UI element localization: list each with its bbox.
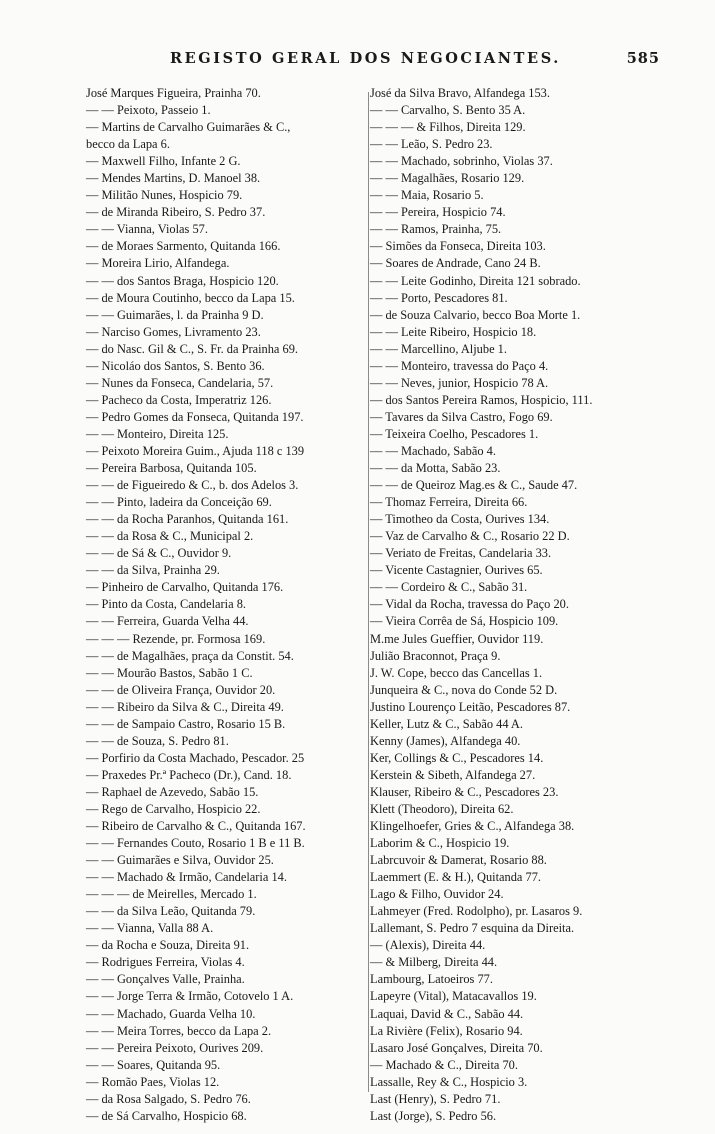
- directory-entry: — — Leão, S. Pedro 23.: [370, 137, 493, 152]
- directory-entry: — Vidal da Rocha, travessa do Paço 20.: [370, 597, 569, 612]
- directory-entry: — — Machado & Irmão, Candelaria 14.: [86, 870, 287, 885]
- directory-entry: — Rego de Carvalho, Hospicio 22.: [86, 801, 261, 816]
- column-divider: [368, 92, 369, 1092]
- page-header: [60, 50, 660, 72]
- directory-entry: — Vaz de Carvalho & C., Rosario 22 D.: [370, 529, 570, 544]
- directory-entry: — Peixoto Moreira Guim., Ajuda 118 c 139: [86, 443, 305, 458]
- directory-entry: — Veriato de Freitas, Candelaria 33.: [370, 546, 552, 561]
- directory-entry: Julião Braconnot, Praça 9.: [370, 648, 501, 663]
- directory-entry: — Romão Paes, Violas 12.: [86, 1074, 220, 1089]
- directory-entry: — — Neves, junior, Hospicio 78 A.: [370, 375, 549, 390]
- directory-entry: Klingelhoefer, Gries & C., Alfandega 38.: [370, 819, 575, 834]
- directory-entry: — — de Magalhães, praça da Constit. 54.: [86, 648, 294, 663]
- directory-entry: — Militão Nunes, Hospicio 79.: [86, 188, 243, 203]
- directory-entry: Laquai, David & C., Sabão 44.: [370, 1006, 524, 1021]
- directory-entry: — — Machado, Sabão 4.: [370, 443, 496, 458]
- directory-entry: — do Nasc. Gil & C., S. Fr. da Prainha 69.: [86, 341, 299, 356]
- directory-entry: — — Vianna, Violas 57.: [86, 222, 208, 237]
- directory-entry: — Vicente Castagnier, Ourives 65.: [370, 563, 543, 578]
- directory-entry: — — Pinto, ladeira da Conceição 69.: [86, 495, 272, 510]
- directory-entry: — Thomaz Ferreira, Direita 66.: [370, 495, 528, 510]
- directory-entry: Lapeyre (Vital), Matacavallos 19.: [370, 989, 537, 1004]
- right-column: [370, 85, 670, 1125]
- directory-entry: — de Sá Carvalho, Hospicio 68.: [86, 1108, 247, 1123]
- directory-entry: — Pinto da Costa, Candelaria 8.: [86, 597, 247, 612]
- directory-entry: — de Moura Coutinho, becco da Lapa 15.: [86, 290, 295, 305]
- directory-entry: José da Silva Bravo, Alfandega 153.: [370, 86, 550, 100]
- directory-entry: — — — de Meirelles, Mercado 1.: [86, 887, 257, 902]
- directory-entry: — — Ferreira, Guarda Velha 44.: [86, 614, 249, 629]
- directory-entry: — — Leite Godinho, Direita 121 sobrado.: [370, 273, 581, 288]
- directory-entry: — Mendes Martins, D. Manoel 38.: [86, 171, 261, 186]
- directory-entry: — — Pereira Peixoto, Ourives 209.: [86, 1040, 264, 1055]
- directory-entry: — de Moraes Sarmento, Quitanda 166.: [86, 239, 281, 254]
- directory-entry: Lago & Filho, Ouvidor 24.: [370, 887, 504, 902]
- directory-entry: — — Magalhães, Rosario 129.: [370, 171, 525, 186]
- directory-entry: — Machado & C., Direita 70.: [370, 1057, 518, 1072]
- directory-entry: Ker, Collings & C., Pescadores 14.: [370, 750, 544, 765]
- directory-entry: Lambourg, Latoeiros 77.: [370, 972, 493, 987]
- directory-entry: — — de Souza, S. Pedro 81.: [86, 733, 229, 748]
- directory-entry: La Rivière (Felix), Rosario 94.: [370, 1023, 523, 1038]
- directory-entry: — de Souza Calvario, becco Boa Morte 1.: [370, 307, 581, 322]
- directory-entry: Last (Henry), S. Pedro 71.: [370, 1091, 501, 1106]
- directory-entry: Lallemant, S. Pedro 7 esquina da Direita.: [370, 921, 575, 936]
- directory-entry: — (Alexis), Direita 44.: [370, 938, 486, 953]
- directory-entry: — — Monteiro, travessa do Paço 4.: [370, 358, 549, 373]
- running-title: REGISTO GERAL DOS NEGOCIANTES.: [170, 50, 561, 67]
- directory-entry: — da Rosa Salgado, S. Pedro 76.: [86, 1091, 251, 1106]
- directory-entry: — — Guimarães e Silva, Ouvidor 25.: [86, 853, 274, 868]
- directory-entry: — — Gonçalves Valle, Prainha.: [86, 972, 245, 987]
- directory-entry: — — Pereira, Hospicio 74.: [370, 205, 506, 220]
- directory-entry: — dos Santos Pereira Ramos, Hospicio, 111.: [370, 392, 593, 407]
- directory-entry: — — de Sampaio Castro, Rosario 15 B.: [86, 716, 286, 731]
- directory-entry: — — Soares, Quitanda 95.: [86, 1057, 221, 1072]
- directory-entry: — Porfirio da Costa Machado, Pescador. 25: [86, 750, 305, 765]
- directory-entry: — Timotheo da Costa, Ourives 134.: [370, 512, 550, 527]
- directory-entry: — — — Rezende, pr. Formosa 169.: [86, 631, 266, 646]
- directory-entry: — — da Rocha Paranhos, Quitanda 161.: [86, 512, 289, 527]
- directory-entry: — Vieira Corrêa de Sá, Hospicio 109.: [370, 614, 559, 629]
- directory-entry: — Tavares da Silva Castro, Fogo 69.: [370, 409, 553, 424]
- directory-entry: Last (Jorge), S. Pedro 56.: [370, 1108, 497, 1123]
- directory-entry: — & Milberg, Direita 44.: [370, 955, 498, 970]
- directory-entry: — Teixeira Coelho, Pescadores 1.: [370, 426, 539, 441]
- directory-entry: J. W. Cope, becco das Cancellas 1.: [370, 665, 543, 680]
- directory-entry: — Pinheiro de Carvalho, Quitanda 176.: [86, 580, 284, 595]
- directory-entry: Klett (Theodoro), Direita 62.: [370, 801, 514, 816]
- directory-entry: — — da Rosa & C., Municipal 2.: [86, 529, 254, 544]
- directory-entry: — — Vianna, Valla 88 A.: [86, 921, 214, 936]
- directory-entry: — — Ribeiro da Silva & C., Direita 49.: [86, 699, 284, 714]
- directory-entry: — — Mourão Bastos, Sabão 1 C.: [86, 665, 253, 680]
- page-number: 585: [626, 50, 660, 67]
- directory-entry: Lahmeyer (Fred. Rodolpho), pr. Lasaros 9.: [370, 904, 583, 919]
- directory-entry: Justino Lourenço Leitão, Pescadores 87.: [370, 699, 571, 714]
- directory-entry: M.me Jules Gueffier, Ouvidor 119.: [370, 631, 544, 646]
- directory-entry: — Soares de Andrade, Cano 24 B.: [370, 256, 541, 271]
- directory-entry: Kenny (James), Alfandega 40.: [370, 733, 521, 748]
- directory-entry: — Pacheco da Costa, Imperatriz 126.: [86, 392, 272, 407]
- directory-entry: becco da Lapa 6.: [86, 137, 170, 152]
- directory-entry: Laemmert (E. & H.), Quitanda 77.: [370, 870, 542, 885]
- directory-entry: Klauser, Ribeiro & C., Pescadores 23.: [370, 784, 559, 799]
- directory-entry: — — Ramos, Prainha, 75.: [370, 222, 502, 237]
- directory-entry: — Ribeiro de Carvalho & C., Quitanda 167.: [86, 819, 306, 834]
- directory-entry: — — Guimarães, l. da Prainha 9 D.: [86, 307, 264, 322]
- directory-entry: Kerstein & Sibeth, Alfandega 27.: [370, 767, 536, 782]
- directory-entry: Labrcuvoir & Damerat, Rosario 88.: [370, 853, 547, 868]
- directory-entry: — da Rocha e Souza, Direita 91.: [86, 938, 250, 953]
- directory-entry: — Pedro Gomes da Fonseca, Quitanda 197.: [86, 409, 304, 424]
- directory-entry: — Nicoláo dos Santos, S. Bento 36.: [86, 358, 265, 373]
- directory-entry: — — Jorge Terra & Irmão, Cotovelo 1 A.: [86, 989, 294, 1004]
- directory-entry: — — Marcellino, Aljube 1.: [370, 341, 507, 356]
- directory-entry: — — dos Santos Braga, Hospicio 120.: [86, 273, 279, 288]
- directory-entry: — — Monteiro, Direita 125.: [86, 426, 229, 441]
- directory-entry: — Rodrigues Ferreira, Violas 4.: [86, 955, 245, 970]
- directory-entry: — — de Oliveira França, Ouvidor 20.: [86, 682, 276, 697]
- directory-entry: — — de Figueiredo & C., b. dos Adelos 3.: [86, 478, 299, 493]
- directory-entry: — — de Sá & C., Ouvidor 9.: [86, 546, 232, 561]
- directory-entry: — Nunes da Fonseca, Candelaria, 57.: [86, 375, 274, 390]
- directory-entry: — — Meira Torres, becco da Lapa 2.: [86, 1023, 272, 1038]
- directory-entry: — — Carvalho, S. Bento 35 A.: [370, 103, 526, 118]
- directory-entry: Laborim & C., Hospicio 19.: [370, 836, 510, 851]
- left-column: [86, 85, 368, 1125]
- directory-entry: — — Peixoto, Passeio 1.: [86, 103, 211, 118]
- directory-entry: — de Miranda Ribeiro, S. Pedro 37.: [86, 205, 266, 220]
- directory-entry: — Moreira Lirio, Alfandega.: [86, 256, 230, 271]
- directory-entry: — Martins de Carvalho Guimarães & C.,: [86, 120, 291, 135]
- directory-entry: José Marques Figueira, Prainha 70.: [86, 86, 261, 100]
- directory-entry: Junqueira & C., nova do Conde 52 D.: [370, 682, 558, 697]
- directory-entry: — — da Motta, Sabão 23.: [370, 461, 501, 476]
- directory-entry: — Pereira Barbosa, Quitanda 105.: [86, 461, 257, 476]
- directory-entry: — Maxwell Filho, Infante 2 G.: [86, 154, 241, 169]
- directory-entry: — Raphael de Azevedo, Sabão 15.: [86, 784, 259, 799]
- directory-entry: — Simões da Fonseca, Direita 103.: [370, 239, 546, 254]
- directory-entry: — Narciso Gomes, Livramento 23.: [86, 324, 261, 339]
- directory-entry: Lasaro José Gonçalves, Direita 70.: [370, 1040, 543, 1055]
- directory-entry: Lassalle, Rey & C., Hospicio 3.: [370, 1074, 528, 1089]
- directory-entry: Keller, Lutz & C., Sabão 44 A.: [370, 716, 523, 731]
- directory-entry: — — Machado, sobrinho, Violas 37.: [370, 154, 553, 169]
- directory-entry: — — Fernandes Couto, Rosario 1 B e 11 B.: [86, 836, 305, 851]
- directory-entry: — — Porto, Pescadores 81.: [370, 290, 508, 305]
- directory-entry: — — Leite Ribeiro, Hospicio 18.: [370, 324, 537, 339]
- directory-entry: — — da Silva Leão, Quitanda 79.: [86, 904, 256, 919]
- directory-entry: — — Cordeiro & C., Sabão 31.: [370, 580, 528, 595]
- directory-entry: — — Maia, Rosario 5.: [370, 188, 484, 203]
- directory-entry: — — Machado, Guarda Velha 10.: [86, 1006, 256, 1021]
- directory-entry: — Praxedes Pr.ª Pacheco (Dr.), Cand. 18.: [86, 767, 292, 782]
- directory-entry: — — da Silva, Prainha 29.: [86, 563, 220, 578]
- directory-entry: — — — & Filhos, Direita 129.: [370, 120, 526, 135]
- directory-entry: — — de Queiroz Mag.es & C., Saude 47.: [370, 478, 578, 493]
